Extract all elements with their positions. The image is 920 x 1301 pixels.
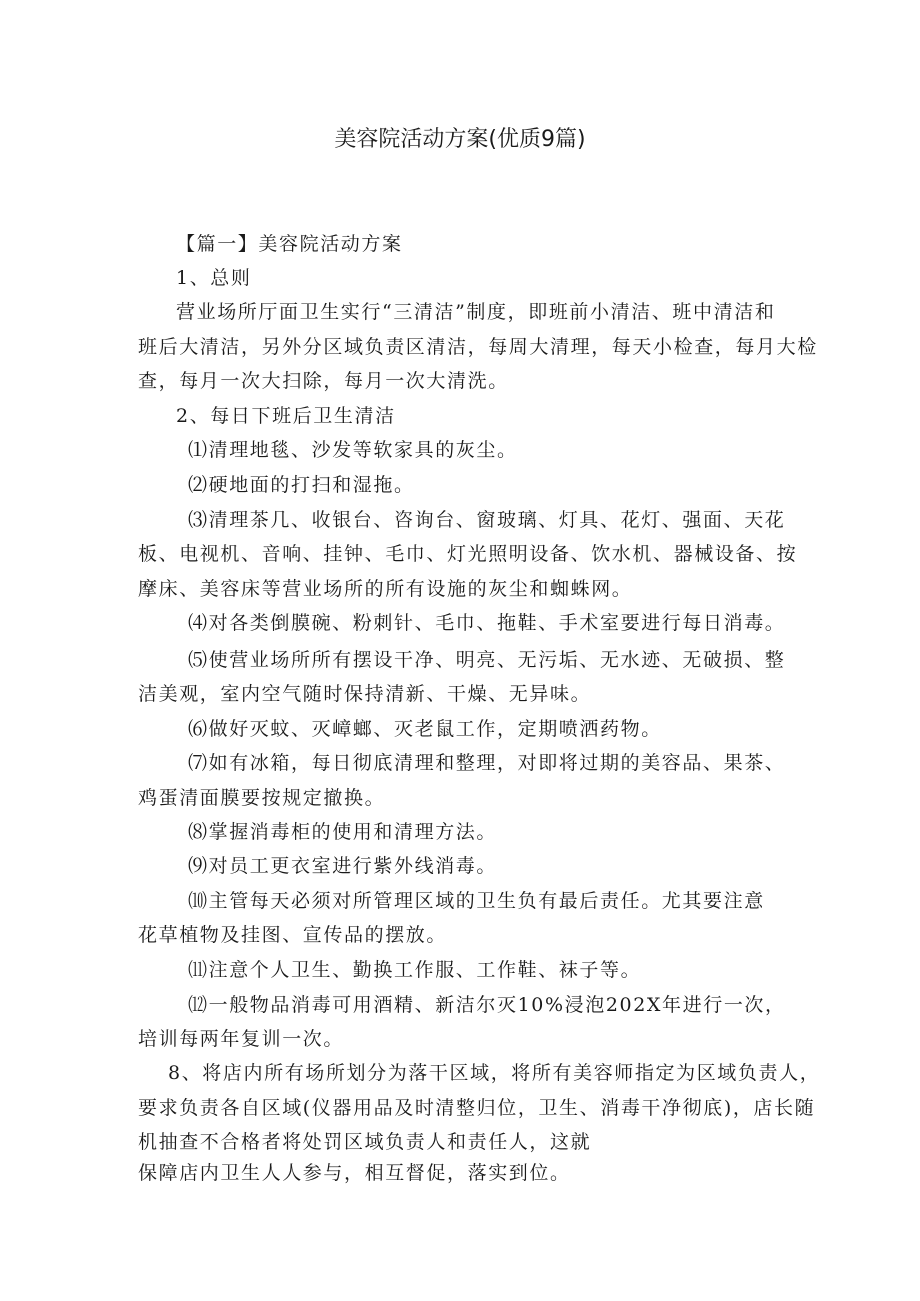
- paragraph-line: 机抽查不合格者将处罚区域负责人和责任人，这就: [138, 1131, 592, 1153]
- paragraph-line: 1、总则: [176, 267, 252, 289]
- list-item-continued: 板、电视机、音响、挂钟、毛巾、灯光照明设备、饮水机、器械设备、按: [138, 543, 798, 565]
- list-item-continued: 洁美观，室内空气随时保持清新、干燥、无异味。: [138, 683, 592, 705]
- list-item: ⑾注意个人卫生、勤换工作服、工作鞋、袜子等。: [188, 959, 642, 981]
- list-item-continued: 摩床、美容床等营业场所的所有设施的灰尘和蜘蛛网。: [138, 578, 633, 600]
- list-item: ⑷对各类倒膜碗、粉刺针、毛巾、拖鞋、手术室要进行每日消毒。: [188, 612, 786, 634]
- list-item: ⑺如有冰箱，每日彻底清理和整理，对即将过期的美容品、果茶、: [188, 752, 786, 774]
- list-item: ⑵硬地面的打扫和湿拖。: [188, 474, 415, 496]
- paragraph-line: 2、每日下班后卫生清洁: [176, 405, 396, 427]
- list-item: ⑶清理茶几、收银台、咨询台、窗玻璃、灯具、花灯、强面、天花: [188, 509, 786, 531]
- list-item: ⑹做好灭蚊、灭嶂螂、灭老鼠工作，定期喷洒药物。: [188, 718, 662, 740]
- paragraph-line: 保障店内卫生人人参与，相互督促，落实到位。: [138, 1162, 571, 1184]
- list-item: ⑻掌握消毒柜的使用和清理方法。: [188, 821, 498, 843]
- paragraph-line: 查，每月一次大扫除，每月一次大清洗。: [138, 370, 509, 392]
- paragraph-line: 要求负责各自区域(仪器用品及时清整归位，卫生、消毒干净彻底)，店长随: [138, 1097, 816, 1119]
- list-item: ⑿一般物品消毒可用酒精、新洁尔灭10%浸泡202X年进行一次，: [188, 994, 786, 1016]
- list-item: ⑸使营业场所所有摆设干净、明亮、无污垢、无水迹、无破损、整: [188, 649, 786, 671]
- list-item-continued: 鸡蛋清面膜要按规定撤换。: [138, 787, 386, 809]
- paragraph-line: 班后大清洁，另外分区域负责区清洁，每周大清理，每天小检查，每月大检: [138, 336, 818, 358]
- list-item-continued: 培训每两年复训一次。: [138, 1028, 345, 1050]
- paragraph-line: 营业场所厅面卫生实行“三清洁”制度，即班前小清洁、班中清洁和: [176, 301, 776, 323]
- list-item: ⑽主管每天必须对所管理区域的卫生负有最后责任。尤其要注意: [188, 890, 765, 912]
- list-item: ⑼对员工更衣室进行紫外线消毒。: [188, 855, 498, 877]
- paragraph-line: 8、将店内所有场所划分为落干区域，将所有美容师指定为区域负责人，: [168, 1062, 821, 1084]
- list-item-continued: 花草植物及挂图、宣传品的摆放。: [138, 924, 448, 946]
- section-heading: 【篇一】美容院活动方案: [176, 233, 403, 255]
- list-item: ⑴清理地毯、沙发等软家具的灰尘。: [188, 439, 518, 461]
- document-title: 美容院活动方案(优质9篇): [334, 127, 586, 152]
